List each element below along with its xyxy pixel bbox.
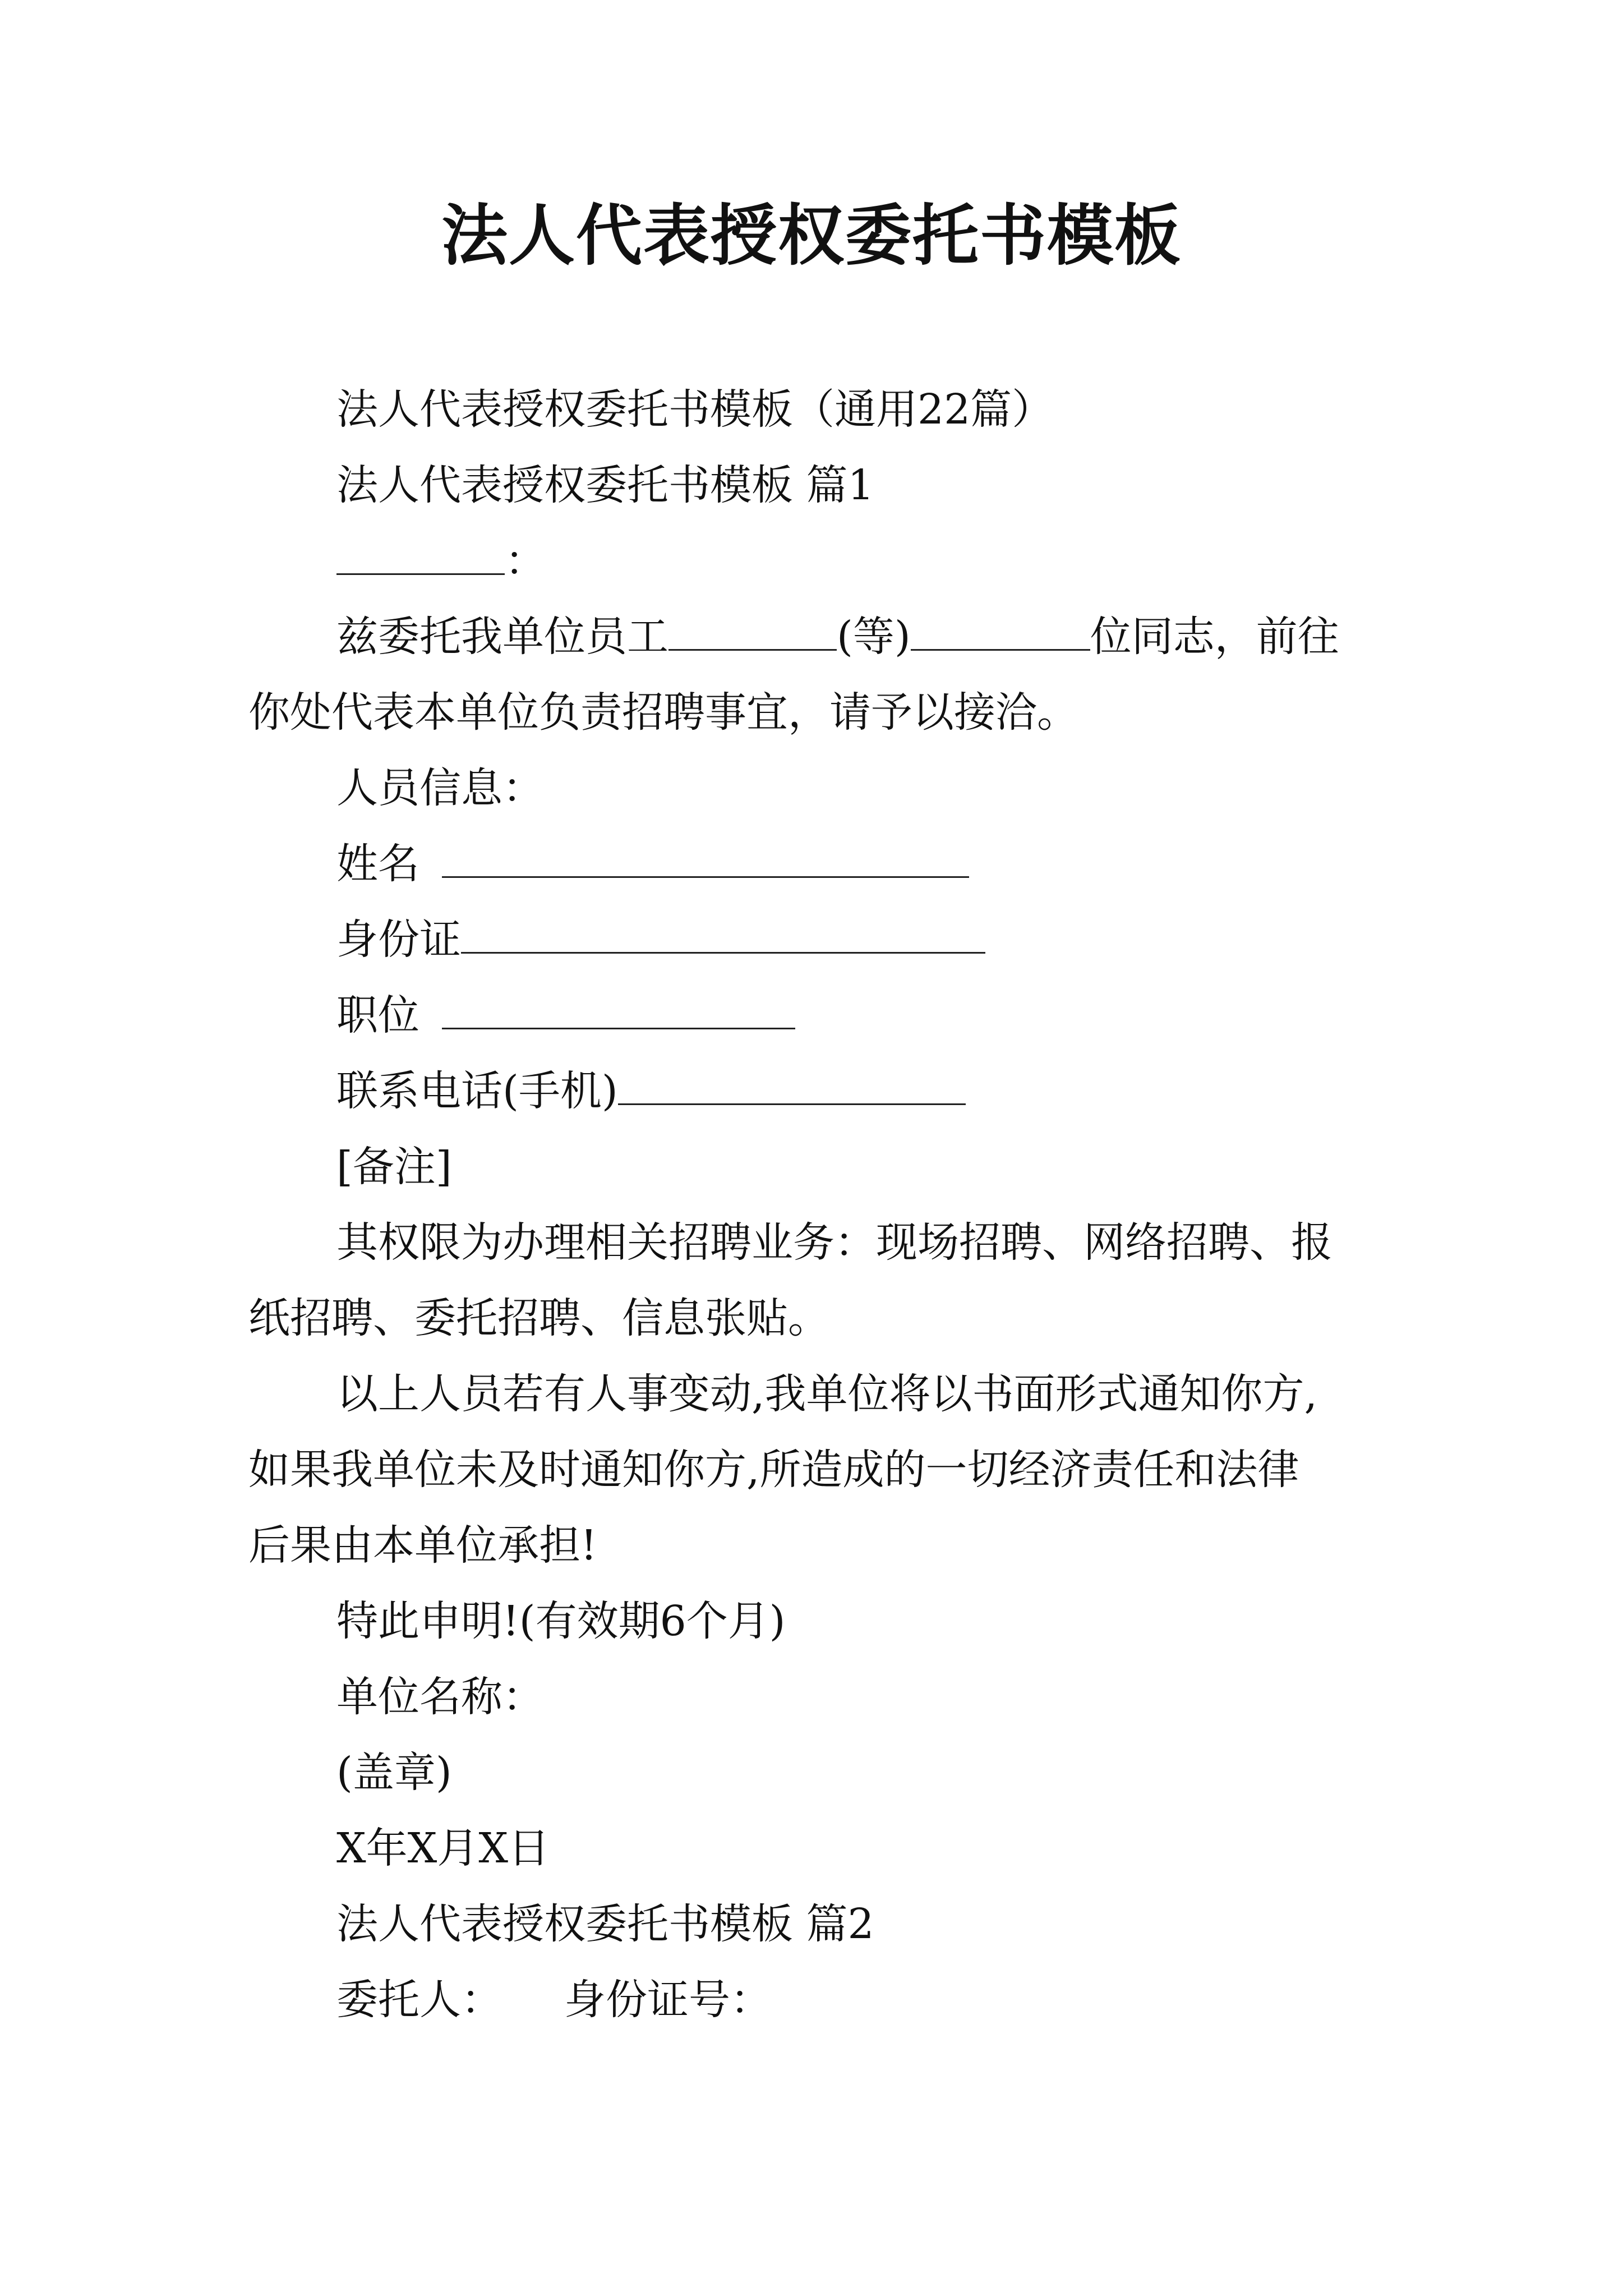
change-line-1: 以上人员若有人事变动,我单位将以书面形式通知你方,: [336, 1370, 1318, 1418]
name-blank: [442, 836, 969, 878]
date-line: X年X月X日: [336, 1824, 550, 1872]
authority-line-2: 纸招聘、委托招聘、信息张贴。: [248, 1294, 829, 1342]
personnel-info-label: 人员信息：: [336, 764, 544, 812]
intro-line: [336, 609, 1339, 665]
client-id-label: 身份证号：: [564, 1976, 772, 2024]
addressee-colon: ：: [505, 537, 546, 585]
employee-blank: [668, 609, 837, 651]
position-blank: [442, 987, 795, 1029]
addressee-line: [336, 533, 546, 589]
client-label: 委托人：: [336, 1976, 502, 2024]
section-2-heading: 法人代表授权委托书模板 篇2: [336, 1900, 874, 1948]
unit-name-label: 单位名称：: [336, 1673, 544, 1721]
client-row: [336, 1972, 772, 2028]
position-label: 职位: [336, 991, 419, 1039]
phone-blank: [618, 1063, 966, 1105]
declaration: 特此申明!(有效期6个月): [336, 1597, 786, 1645]
id-label: 身份证: [336, 915, 461, 964]
phone-label: 联系电话(手机): [336, 1067, 618, 1115]
remark-label: [备注]: [336, 1143, 452, 1191]
intro-text-3: 位同志，前往: [1090, 613, 1339, 661]
section-1-heading: 法人代表授权委托书模板 篇1: [336, 461, 874, 509]
addressee-blank: [336, 533, 505, 575]
id-blank: [461, 912, 985, 954]
authority-line-1: 其权限为办理相关招聘业务：现场招聘、网络招聘、报: [336, 1218, 1332, 1267]
intro-continuation: 你处代表本单位负责招聘事宜，请予以接洽。: [248, 688, 1078, 737]
position-row: [336, 987, 795, 1043]
id-row: [336, 912, 985, 968]
count-blank: [911, 609, 1090, 651]
change-line-2: 如果我单位未及时通知你方,所造成的一切经济责任和法律: [248, 1446, 1299, 1494]
name-row: [336, 836, 969, 892]
intro-text-1: 兹委托我单位员工: [336, 613, 668, 661]
name-label: 姓名: [336, 840, 419, 888]
document-title: 法人代表授权委托书模板: [441, 196, 1182, 274]
change-line-3: 后果由本单位承担!: [248, 1521, 597, 1570]
document-subtitle: 法人代表授权委托书模板（通用22篇）: [336, 385, 1054, 434]
phone-row: [336, 1063, 966, 1119]
seal-label: (盖章): [336, 1749, 452, 1797]
intro-text-2: (等): [837, 613, 911, 661]
